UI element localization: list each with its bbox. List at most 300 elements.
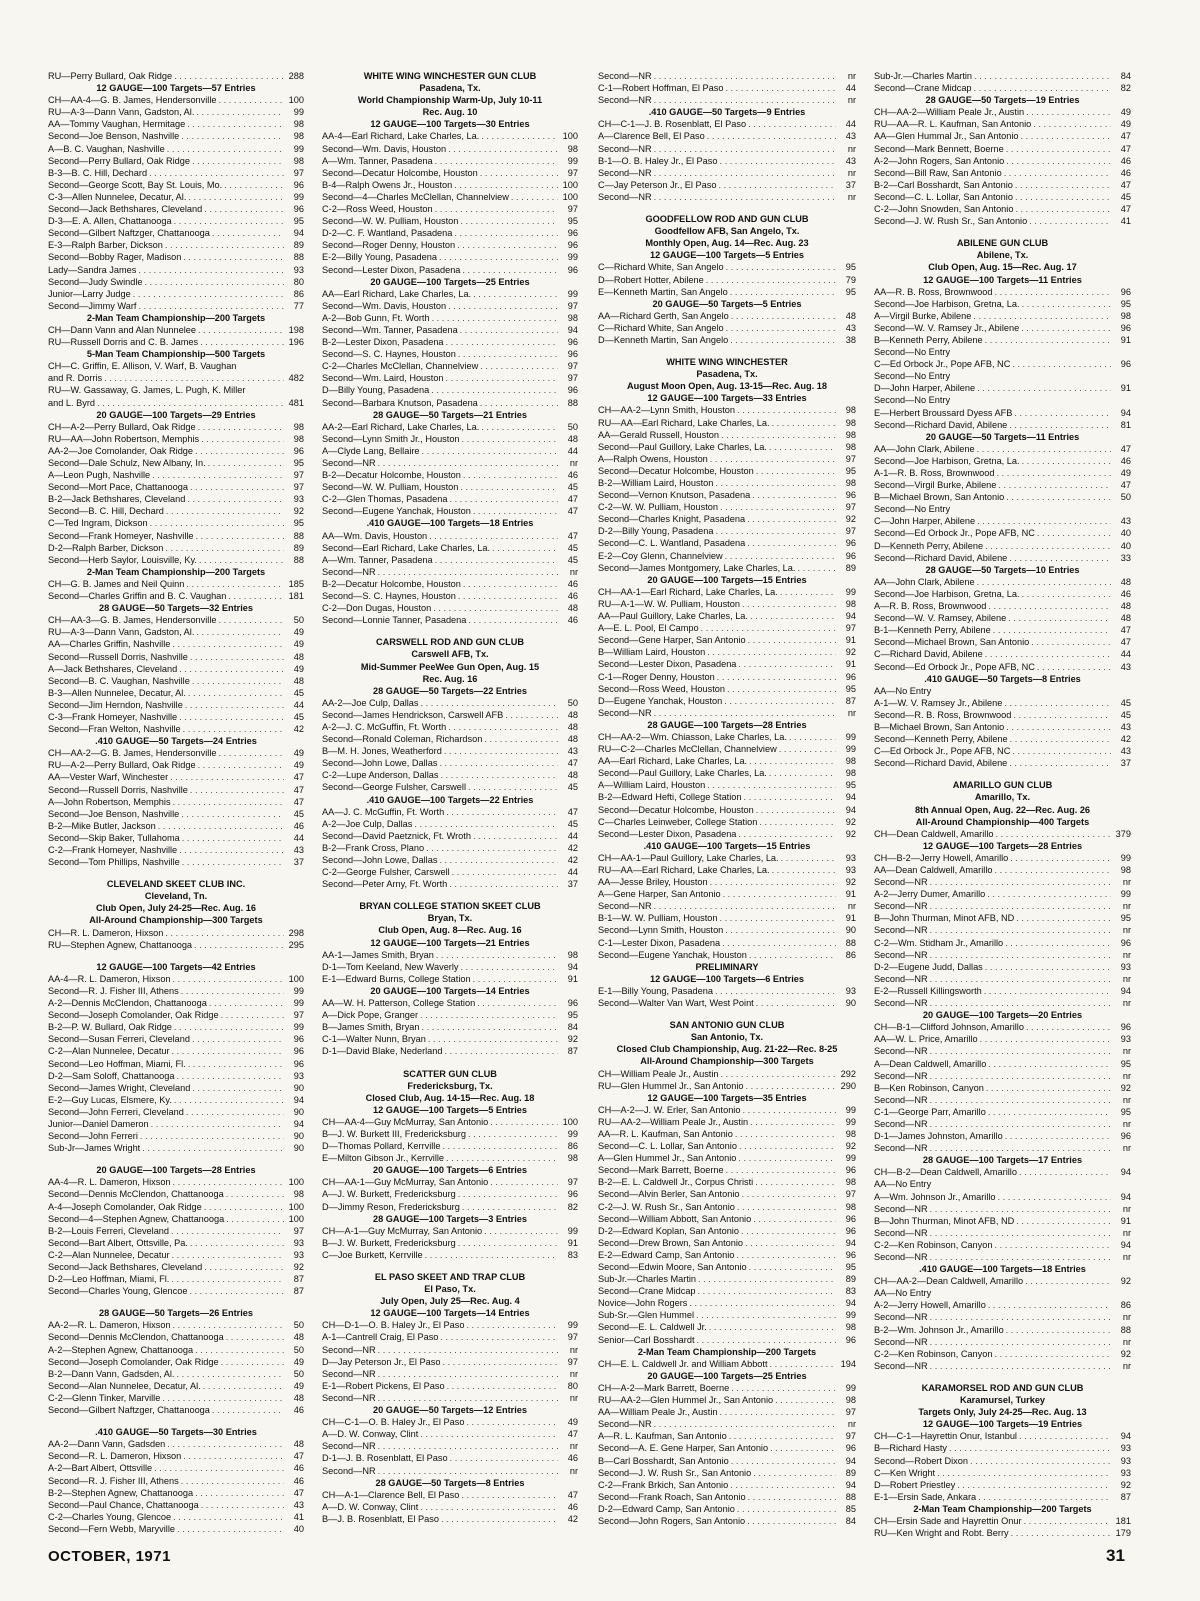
result-row [48,336,304,348]
dot-leader [724,695,836,707]
shooter-name: Second—Skip Baker, Tullahoma [48,832,180,843]
dot-leader [165,542,284,554]
shooter-name: RU—Russell Dorris and C. B. James [48,337,199,348]
shooter-name: Second—J. W. Rush Sr., San Antonio [874,216,1028,227]
footer-date: OCTOBER, 1971 [48,1548,171,1565]
score: 100 [288,1177,304,1188]
result-row [48,372,304,384]
shooter-name: B—J. W. Burkett III, Fredericksburg [322,1128,466,1139]
result-row [322,830,578,842]
shooter-name: Second—Walter Van Wart, West Point [598,998,754,1009]
result-row [322,1331,578,1343]
shooter-name: Second—Tom Phillips, Nashville [48,857,180,868]
score: 90 [293,1143,304,1154]
shooter-name: C-2—Glenn Tinker, Marville [48,1392,161,1403]
result-row [874,852,1131,864]
score: 98 [845,1128,856,1139]
result-row [322,179,578,191]
score: 95 [1120,913,1131,924]
result-row [322,1489,578,1501]
result-row [48,542,304,554]
section-heading: 12 GAUGE—100 Targets—33 Entries [647,393,807,404]
score: 44 [1120,649,1131,660]
dot-leader [994,1239,1111,1251]
score: 88 [567,397,578,408]
shooter-name: B—M. H. Jones, Weatherford [322,746,442,757]
dot-leader [414,818,558,830]
shooter-name: B-2—Louis Ferreri, Cleveland [48,1225,170,1236]
score: 93 [293,1249,304,1260]
dot-leader [717,671,836,683]
shooter-name: B-1—Kenneth Perry, Abilene [874,625,991,636]
dot-leader [781,852,836,864]
dot-leader [194,939,284,951]
result-row [874,1142,1131,1154]
score: 49 [293,748,304,759]
dot-leader [654,900,836,912]
dot-leader [749,1261,836,1273]
score: nr [569,1344,578,1355]
shooter-name: Second—S. C. Haynes, Houston [322,591,456,602]
dot-leader [742,598,836,610]
dot-leader [173,1176,284,1188]
dot-leader [744,791,837,803]
dot-leader [739,1140,836,1152]
dot-leader [484,733,558,745]
score: 46 [567,591,578,602]
dot-leader [1015,191,1111,203]
shooter-name: Second—NR [598,143,652,154]
result-row [598,1430,856,1442]
result-row [322,433,578,445]
shooter-name: Junior—Daniel Dameron [48,1118,149,1129]
dot-leader [1006,1324,1111,1336]
dot-leader [461,961,559,973]
dot-leader [378,457,558,469]
shooter-name: A—Wm. Tanner, Pasadena [322,554,433,565]
shooter-name: D-2—Edward Koplan, San Antonio [598,1225,739,1236]
dot-leader [167,1438,284,1450]
shooter-name: Second—NR [874,1070,928,1081]
score: 48 [567,721,578,732]
dot-leader [748,118,836,130]
shooter-name: Second—Bill Raw, San Antonio [874,167,1002,178]
shooter-name: A—B. C. Vaughan, Nashville [48,143,165,154]
result-row [874,310,1131,322]
dot-leader [769,767,836,779]
section-heading: 28 GAUGE—50 Targets—10 Entries [925,564,1080,575]
score: 92 [845,828,856,839]
dot-leader [1005,1130,1111,1142]
result-row [598,912,856,924]
result-row [48,723,304,735]
dot-leader [994,286,1111,298]
result-row [598,1491,856,1503]
dot-leader [710,876,836,888]
shooter-name: A—Ralph Owens, Houston [598,453,708,464]
score: 91 [1120,334,1131,345]
score: 45 [567,542,578,553]
shooter-name: Second—NR [874,1252,928,1262]
dot-leader [174,1094,284,1106]
dot-leader [490,1176,558,1188]
dot-leader [203,1380,284,1392]
shooter-name: A—John Robertson, Memphis [48,796,171,807]
shooter-name: A—William Laird, Houston [598,780,706,791]
shooter-name: Second—Mort Pace, Chattanooga [48,482,188,493]
section-heading: Fredericksburg, Tx. [407,1080,493,1091]
dot-leader [182,832,284,844]
score: 47 [293,772,304,783]
dot-leader [448,300,558,312]
shooter-name: CH—C-1—J. B. Rosenblatt, El Paso [598,119,747,130]
dot-leader [204,1261,284,1273]
dot-leader [722,937,836,949]
dot-leader [142,1142,284,1154]
dot-leader [212,227,284,239]
shooter-name: CH—B-1—Clifford Johnson, Amarillo [874,1022,1024,1033]
dot-leader [745,1237,836,1249]
result-row [598,598,856,610]
shooter-name: AA—Richard Gerth, San Angelo [598,310,729,321]
shooter-name: AA—Earl Richard, Lake Charles, La. [598,756,748,767]
dot-leader [450,1452,558,1464]
shooter-name: Second—William Abbott, San Antonio [598,1213,752,1224]
score: 97 [845,502,856,513]
score: 86 [845,949,856,960]
result-row [48,227,304,239]
score: 98 [845,598,856,609]
result-row [48,445,304,457]
score: 50 [293,1368,304,1379]
result-row [874,1479,1131,1491]
dot-leader [445,1045,558,1057]
shooter-name: Second—Joseph Comolander, Oak Ridge [48,1010,219,1021]
result-row [48,1511,304,1523]
score: 298 [288,927,304,938]
shooter-name: Second—Russell Dorris, Nashville [48,784,188,795]
result-row [48,832,304,844]
score: 42 [567,1513,578,1524]
shooter-name: Sub-Jr—James Wright [48,1143,141,1154]
result-row [48,554,304,566]
shooter-name: AA—Jesse Briley, Houston [598,877,708,888]
score: 47 [293,1487,304,1498]
score: 97 [567,1332,578,1343]
score: 42 [1120,734,1131,745]
score: 97 [567,204,578,215]
dot-leader [505,709,558,721]
shooter-name: D—Robert Priestley [874,1479,956,1490]
dot-leader [977,382,1111,394]
result-row [48,1058,304,1070]
section-heading: KARAMORSEL ROD AND GUN CLUB [921,1382,1084,1393]
result-row [598,143,856,155]
shooter-name: CH—AA-2—Dean Caldwell, Amarillo [874,1276,1024,1287]
result-row [48,70,304,82]
shooter-name: CH—AA-4—Guy McMurray, San Antonio [322,1116,489,1127]
score: 48 [1120,576,1131,587]
dot-leader [454,179,558,191]
score: 99 [845,1104,856,1115]
result-row [322,264,578,276]
dot-leader [741,1225,836,1237]
result-row [598,1128,856,1140]
dot-leader [228,590,284,602]
dot-leader [654,70,836,82]
shooter-name: CH—AA-1—Paul Guillory, Lake Charles, La. [598,852,779,863]
score: 46 [567,578,578,589]
shooter-name: C-2—Wm. Stidham Jr., Amarillo [874,937,1004,948]
dot-leader [750,610,836,622]
result-row [598,864,856,876]
score: 179 [1115,1528,1131,1539]
score: 97 [845,1189,856,1200]
shooter-name: E-1—Robert Pickens, El Paso [322,1380,445,1391]
result-row [48,747,304,759]
result-row [874,540,1131,552]
shooter-name: Second—John Ferreri [48,1131,138,1142]
score: 91 [1120,383,1131,394]
score: 88 [293,252,304,263]
shooter-name: Second—Eugene Yanchak, Houston [598,949,747,960]
dot-leader [188,1058,284,1070]
shooter-name: A-2—Jerry Howell, Amarillo [874,1300,986,1311]
result-row [322,203,578,215]
dot-leader [1016,1215,1111,1227]
dot-leader [742,1104,836,1116]
score: 46 [567,1501,578,1512]
score: 99 [1120,889,1131,900]
shooter-name: B-2—Decatur Holcombe, Houston [322,470,461,481]
section-heading: Club Open, Aug. 8—Rec. Aug. 16 [378,925,522,936]
shooter-name: Second—Dennis McClendon, Chattanooga [48,1332,224,1343]
shooter-name: A-4—Joseph Comolander, Oak Ridge [48,1201,202,1212]
result-row [598,1104,856,1116]
dot-leader [97,397,284,409]
shooter-name: C-2—Frank Homeyer, Nashville [48,845,178,855]
dot-leader [477,997,558,1009]
shooter-name: CH—C-1—Hayrettin Onur, Istanbul [874,1431,1017,1442]
score: 43 [845,155,856,166]
shooter-name: C-2—Glen Thomas, Pasadena [322,494,448,505]
score: 99 [567,252,578,263]
result-row [322,842,578,854]
result-row [598,1358,856,1370]
section-heading: 28 GAUGE—100 Targets—28 Entries [647,719,807,730]
score: 481 [288,397,304,408]
result-row [874,612,1131,624]
result-row [48,796,304,808]
score: 94 [1120,985,1131,996]
shooter-name: D-2—Leo Hoffman, Miami, Fl. [48,1274,170,1285]
result-row [598,274,856,286]
score: 45 [567,782,578,793]
result-row [598,441,856,453]
shooter-name: A—R. L. Kaufman, San Antonio [598,1431,727,1442]
dot-leader [718,179,836,191]
result-row [598,334,856,346]
dot-leader [219,747,285,759]
score: 88 [1120,1324,1131,1335]
dot-leader [139,300,285,312]
shooter-name: AA—Vester Warf, Winchester [48,772,169,783]
result-row [874,203,1131,215]
score: 96 [293,445,304,456]
result-row [48,820,304,832]
dot-leader [422,1021,558,1033]
shooter-name: CH—A-1—Guy McMurray, San Antonio [322,1225,483,1236]
result-row [322,348,578,360]
result-row [598,191,856,203]
shooter-name: D-1—Tom Keeland, New Waverly [322,961,459,972]
result-row [598,622,856,634]
shooter-name: AA—John Clark, Abilene [874,443,975,454]
score: 48 [1120,601,1131,612]
score: 196 [288,337,304,348]
dot-leader [420,1501,558,1513]
result-row [874,924,1131,936]
result-row [322,757,578,769]
dot-leader [460,215,558,227]
shooter-name: E-2—Billy Young, Pasadena [322,252,437,263]
result-row [874,912,1131,924]
result-row [322,1249,578,1261]
shooter-name: Second—Herb Saylor, Louisville, Ky. [48,554,197,565]
shooter-name: A-2—Stephen Agnew, Chattanooga [48,1344,194,1355]
dot-leader [973,310,1111,322]
dot-leader [707,646,836,658]
result-row [322,1128,578,1140]
dot-leader [930,1118,1111,1130]
shooter-name: Second—Lonnie Tanner, Pasadena [322,615,467,626]
section-heading: Amarillo, Tx. [974,792,1031,803]
shooter-name: Second—Decatur Holcombe, Houston [598,465,754,476]
score: 93 [293,494,304,505]
result-row [48,251,304,263]
shooter-name: CH—C-1—O. B. Haley Jr., El Paso [322,1417,465,1428]
score: 94 [567,961,578,972]
shooter-name: AA-2—Joe Culp, Dallas [322,697,419,708]
dot-leader [181,130,284,142]
shooter-name: Second—NR [874,1336,928,1347]
result-row [48,1273,304,1285]
dot-leader [731,1455,836,1467]
shooter-name: Second—Roger Denny, Houston [322,240,456,251]
dot-leader [698,1273,836,1285]
dot-leader [190,651,284,663]
score: 379 [1115,828,1131,839]
result-row [874,1070,1131,1082]
dot-leader [462,264,558,276]
shooter-name: E-1—Billy Young, Pasadena [598,985,713,996]
shooter-name: Second—4—Stephen Agnew, Chattanooga [48,1213,225,1224]
result-row [598,634,856,646]
shooter-name: Second—Lynn Smith, Houston [598,925,724,936]
result-row [48,856,304,868]
dot-leader [378,1465,558,1477]
dot-leader [204,203,284,215]
shooter-name: Second—B. C. Hill, Dechard [48,506,164,517]
result-row [48,687,304,699]
score: 86 [567,1141,578,1152]
score: 49 [293,639,304,650]
shooter-name: A—Leon Pugh, Nashville [48,470,151,481]
dot-leader [1014,407,1111,419]
dot-leader [435,203,558,215]
section-heading: .410 GAUGE—100 Targets—18 Entries [919,1264,1086,1275]
shooter-name: CH—R. L. Dameron, Hixson [48,927,164,938]
score: 87 [293,1286,304,1297]
dot-leader [994,1348,1111,1360]
score: 99 [293,107,304,118]
dot-leader [473,973,558,985]
score: 96 [1120,359,1131,370]
section-heading: PRELIMINARY [695,961,759,972]
shooter-name: Second—R. J. Fisher III, Athens [48,985,179,996]
page-number: 31 [1106,1546,1125,1565]
result-row [322,1380,578,1392]
result-row [48,699,304,711]
result-row [598,707,856,719]
score: 97 [293,1010,304,1021]
dot-leader [480,360,558,372]
result-row [598,1273,856,1285]
dot-leader [150,517,284,529]
result-row [598,658,856,670]
section-heading: 8th Annual Open, Aug. 22—Rec. Aug. 26 [914,804,1091,815]
result-row [874,455,1131,467]
score: 90 [293,1131,304,1142]
result-row [48,530,304,542]
score: 93 [293,1070,304,1081]
section-heading: 12 GAUGE—100 Targets—5 Entries [649,250,805,261]
result-row [322,143,578,155]
score: 46 [567,615,578,626]
result-row [322,973,578,985]
shooter-name: C-3—Frank Homeyer, Nashville [48,711,178,722]
result-row [598,1309,856,1321]
dot-leader [1006,155,1111,167]
result-row [598,767,856,779]
dot-leader [447,1380,558,1392]
score: nr [1122,901,1131,912]
shooter-name: RU—AA—Earl Richard, Lake Charles, La. [598,417,770,428]
result-row [48,1009,304,1021]
dot-leader [1004,697,1111,709]
score: 46 [1120,455,1131,466]
dot-leader [426,842,558,854]
result-row [598,683,856,695]
dot-leader [435,155,558,167]
shooter-name: B—James Smith, Bryan [322,1022,420,1033]
dot-leader [172,638,284,650]
dot-leader [466,1416,558,1428]
score: 99 [567,1128,578,1139]
shooter-name: Second—George Fulsher, Carswell [322,782,467,793]
score: 94 [845,611,856,622]
score: 94 [293,1094,304,1105]
dot-leader [977,576,1111,588]
dot-leader [378,1344,558,1356]
result-note [874,370,1131,382]
shooter-name: C—Ted Ingram, Dickson [48,518,148,529]
dot-leader [1015,179,1111,191]
shooter-name: Second—Richard David, Abilene [874,758,1008,769]
shooter-name: Second—NR [874,1118,928,1129]
dot-leader [738,828,836,840]
result-row [598,525,856,537]
